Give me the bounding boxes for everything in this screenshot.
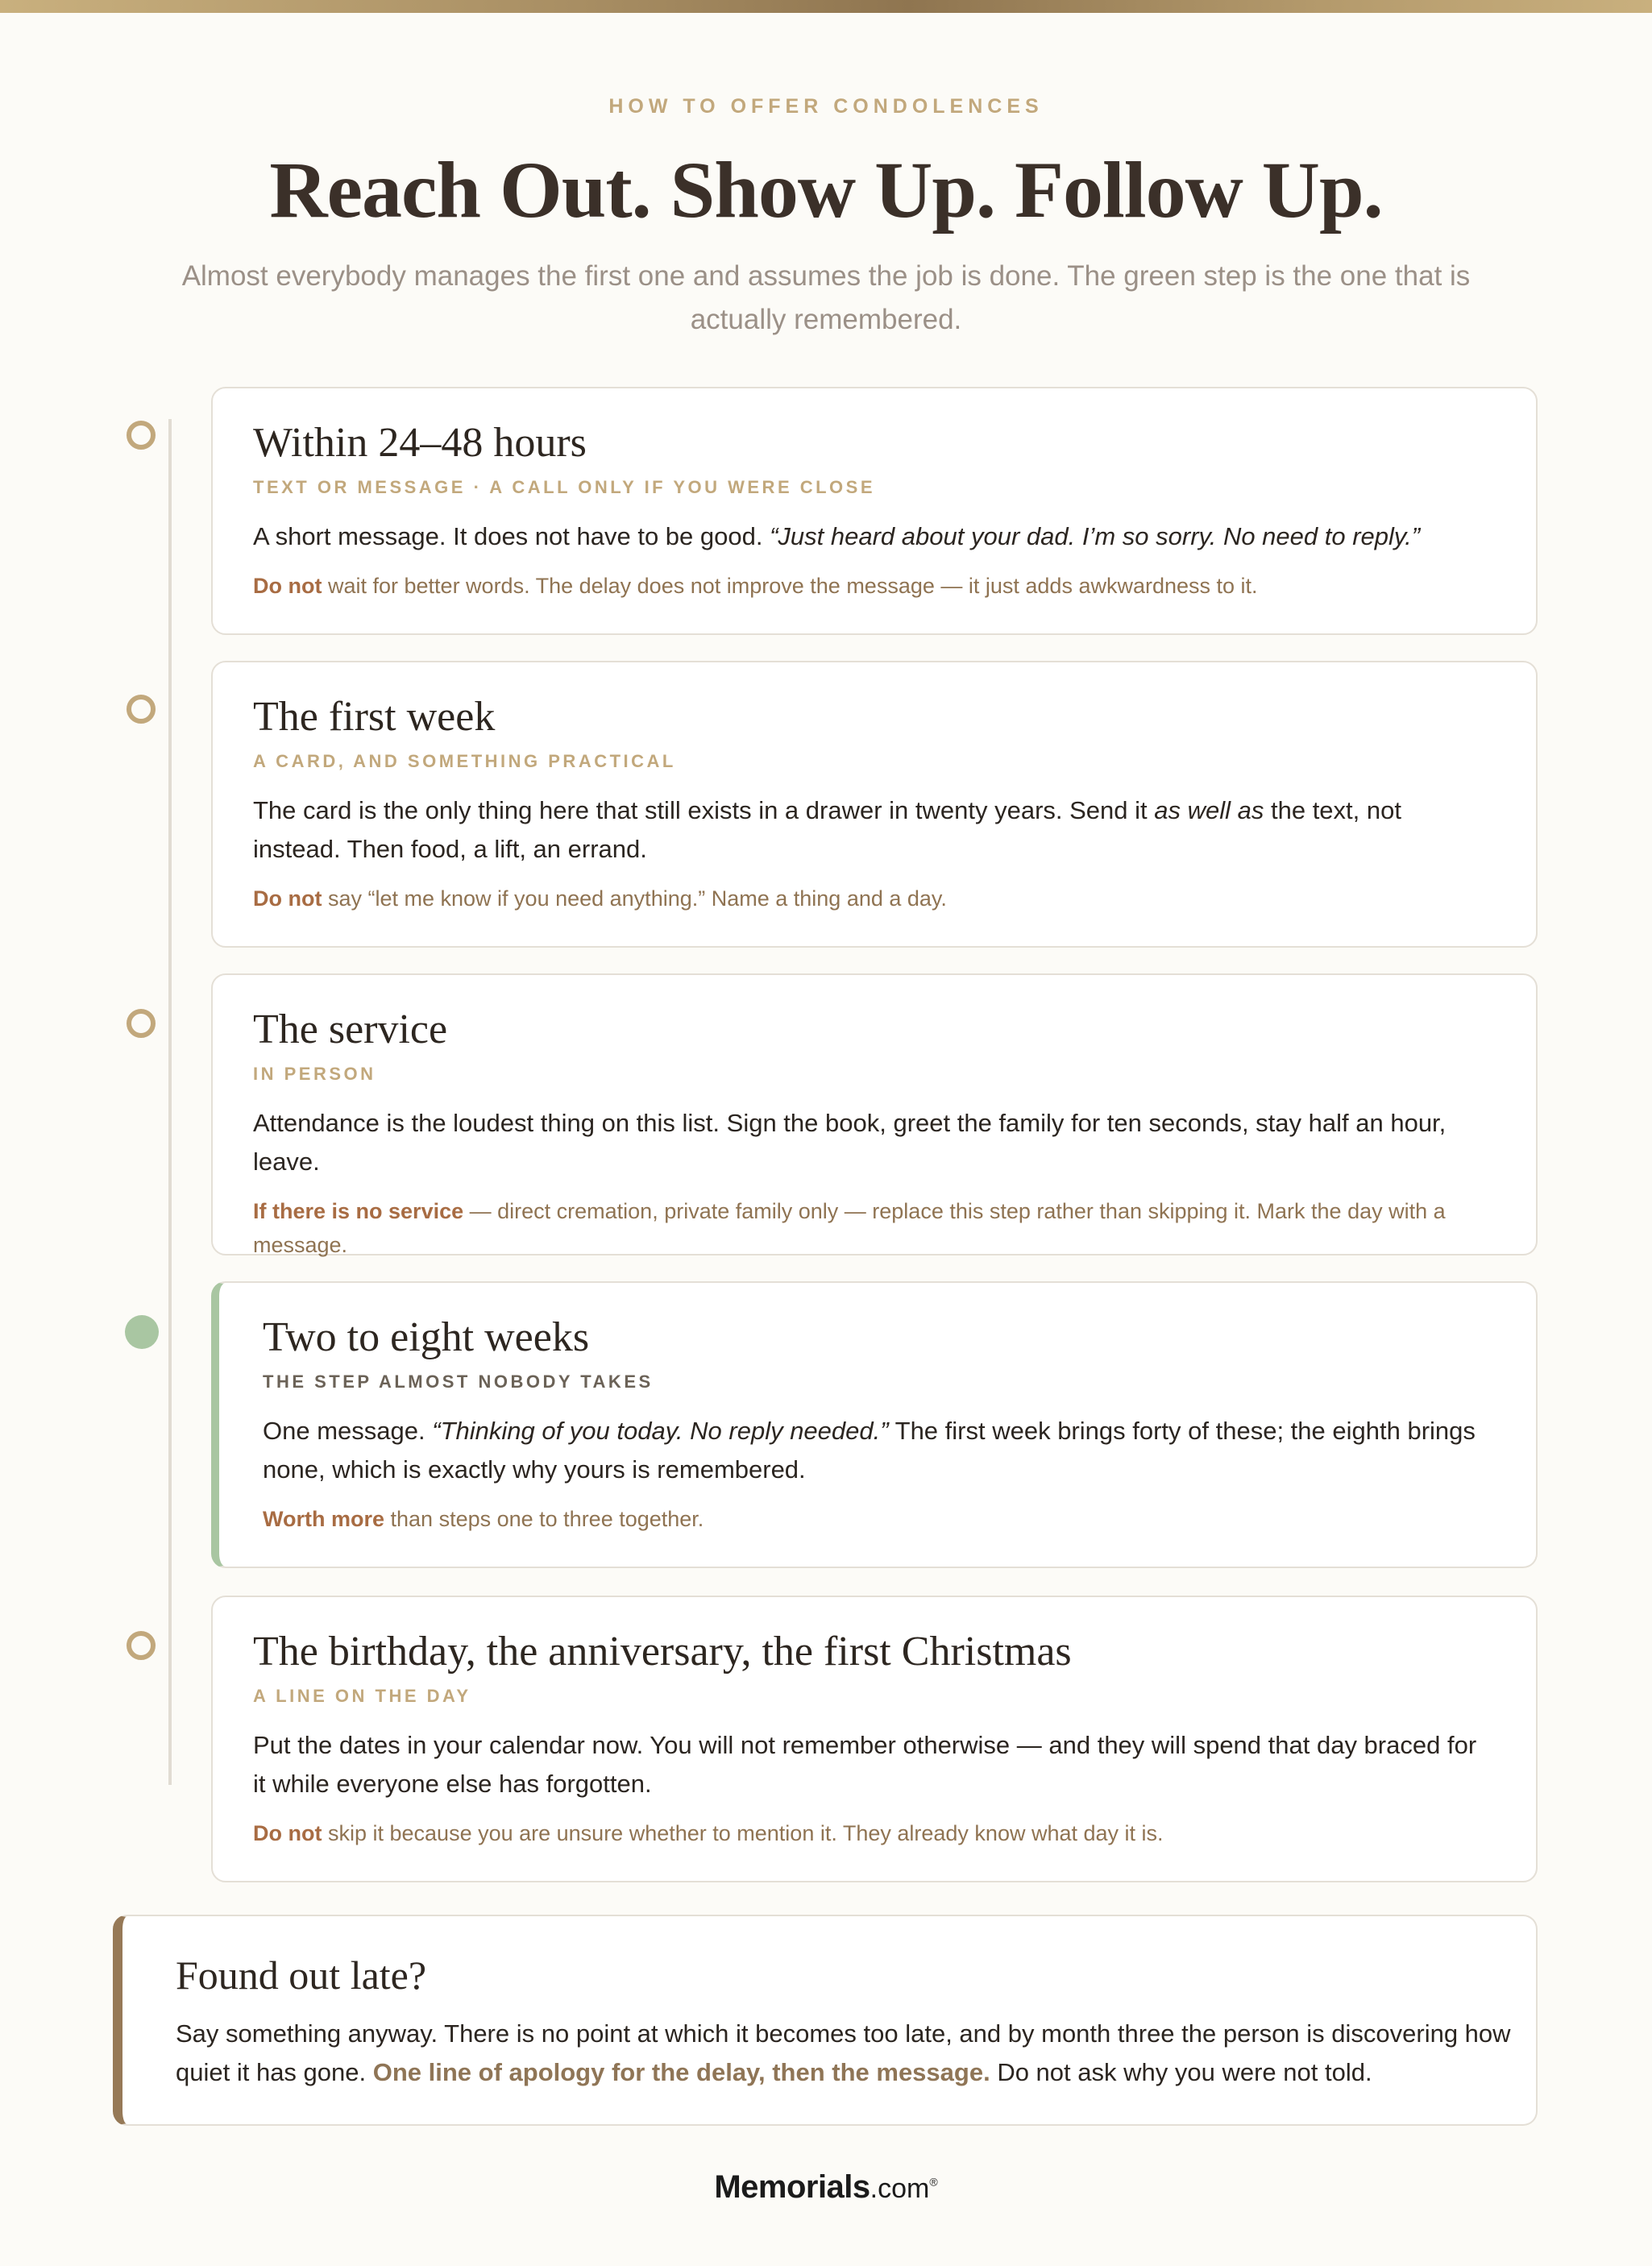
step-title: Two to eight weeks bbox=[263, 1314, 590, 1360]
top-accent-bar bbox=[0, 0, 1652, 13]
callout-body: Say something anyway. There is no point at which it becomes too late, and by month three the person is discovering how quiet it has gone. One line of apology for the delay, then the message. Do not ask why you were not told. bbox=[176, 2019, 1511, 2086]
step-body: A short message. It does not have to be good. “Just heard about your dad. I’m so sorry. No need to reply.” bbox=[253, 522, 1421, 550]
step-title: The service bbox=[253, 1006, 448, 1052]
page-title: Reach Out. Show Up. Follow Up. bbox=[269, 145, 1383, 234]
callout-title: Found out late? bbox=[176, 1953, 427, 1998]
step-title: Within 24–48 hours bbox=[253, 420, 587, 466]
step-card-1 bbox=[211, 387, 1538, 635]
timeline-node-3 bbox=[127, 1009, 156, 1038]
memorials-logo: Memorials.com® bbox=[714, 2169, 938, 2205]
step-card-4 bbox=[211, 1281, 1538, 1568]
step-card-5 bbox=[211, 1596, 1538, 1882]
step-tag: A CARD, AND SOMETHING PRACTICAL bbox=[253, 751, 676, 771]
timeline-node-5 bbox=[127, 1631, 156, 1660]
timeline-node-1 bbox=[127, 421, 156, 450]
step-tag: TEXT OR MESSAGE · A CALL ONLY IF YOU WERE CLOSE bbox=[253, 477, 876, 497]
step-title: The birthday, the anniversary, the first Christmas bbox=[253, 1629, 1072, 1675]
step-body: The card is the only thing here that still exists in a drawer in twenty years. Send it as well as the text, not instead. Then food, a lift, an errand. bbox=[253, 796, 1401, 863]
timeline-line bbox=[168, 419, 172, 1785]
step-tag: IN PERSON bbox=[253, 1064, 376, 1084]
step-note: Do not skip it because you are unsure whether to mention it. They already know what day it is. bbox=[253, 1821, 1164, 1845]
step-card-3 bbox=[211, 973, 1538, 1255]
step-body: Attendance is the loudest thing on this list. Sign the book, greet the family for ten seconds, stay half an hour, leave. bbox=[253, 1109, 1447, 1176]
page-subtitle: Almost everybody manages the first one and assumes the job is done. The green step is the one that is actually remembered. bbox=[181, 260, 1471, 335]
eyebrow: HOW TO OFFER CONDOLENCES bbox=[608, 95, 1044, 118]
step-note: If there is no service — direct cremation, private family only — replace this step rather than skipping it. Mark the day with a message. bbox=[253, 1199, 1446, 1257]
step-tag: A LINE ON THE DAY bbox=[253, 1686, 471, 1706]
timeline-node-2 bbox=[127, 695, 156, 724]
step-tag: THE STEP ALMOST NOBODY TAKES bbox=[263, 1372, 654, 1392]
step-card-2 bbox=[211, 661, 1538, 948]
timeline-node-4-active bbox=[125, 1315, 159, 1349]
step-note: Do not wait for better words. The delay does not improve the message — it just adds awkwardness to it. bbox=[253, 574, 1258, 598]
step-note: Worth more than steps one to three together. bbox=[263, 1507, 704, 1531]
step-note: Do not say “let me know if you need anything.” Name a thing and a day. bbox=[253, 886, 947, 911]
step-title: The first week bbox=[253, 694, 496, 740]
step-body: One message. “Thinking of you today. No reply needed.” The first week brings forty of these; the eighth brings none, which is exactly why yours is remembered. bbox=[263, 1417, 1476, 1484]
step-body: Put the dates in your calendar now. You will not remember otherwise — and they will spend that day braced for it while everyone else has forgotten. bbox=[253, 1731, 1477, 1798]
found-out-late-callout bbox=[113, 1915, 1538, 2126]
